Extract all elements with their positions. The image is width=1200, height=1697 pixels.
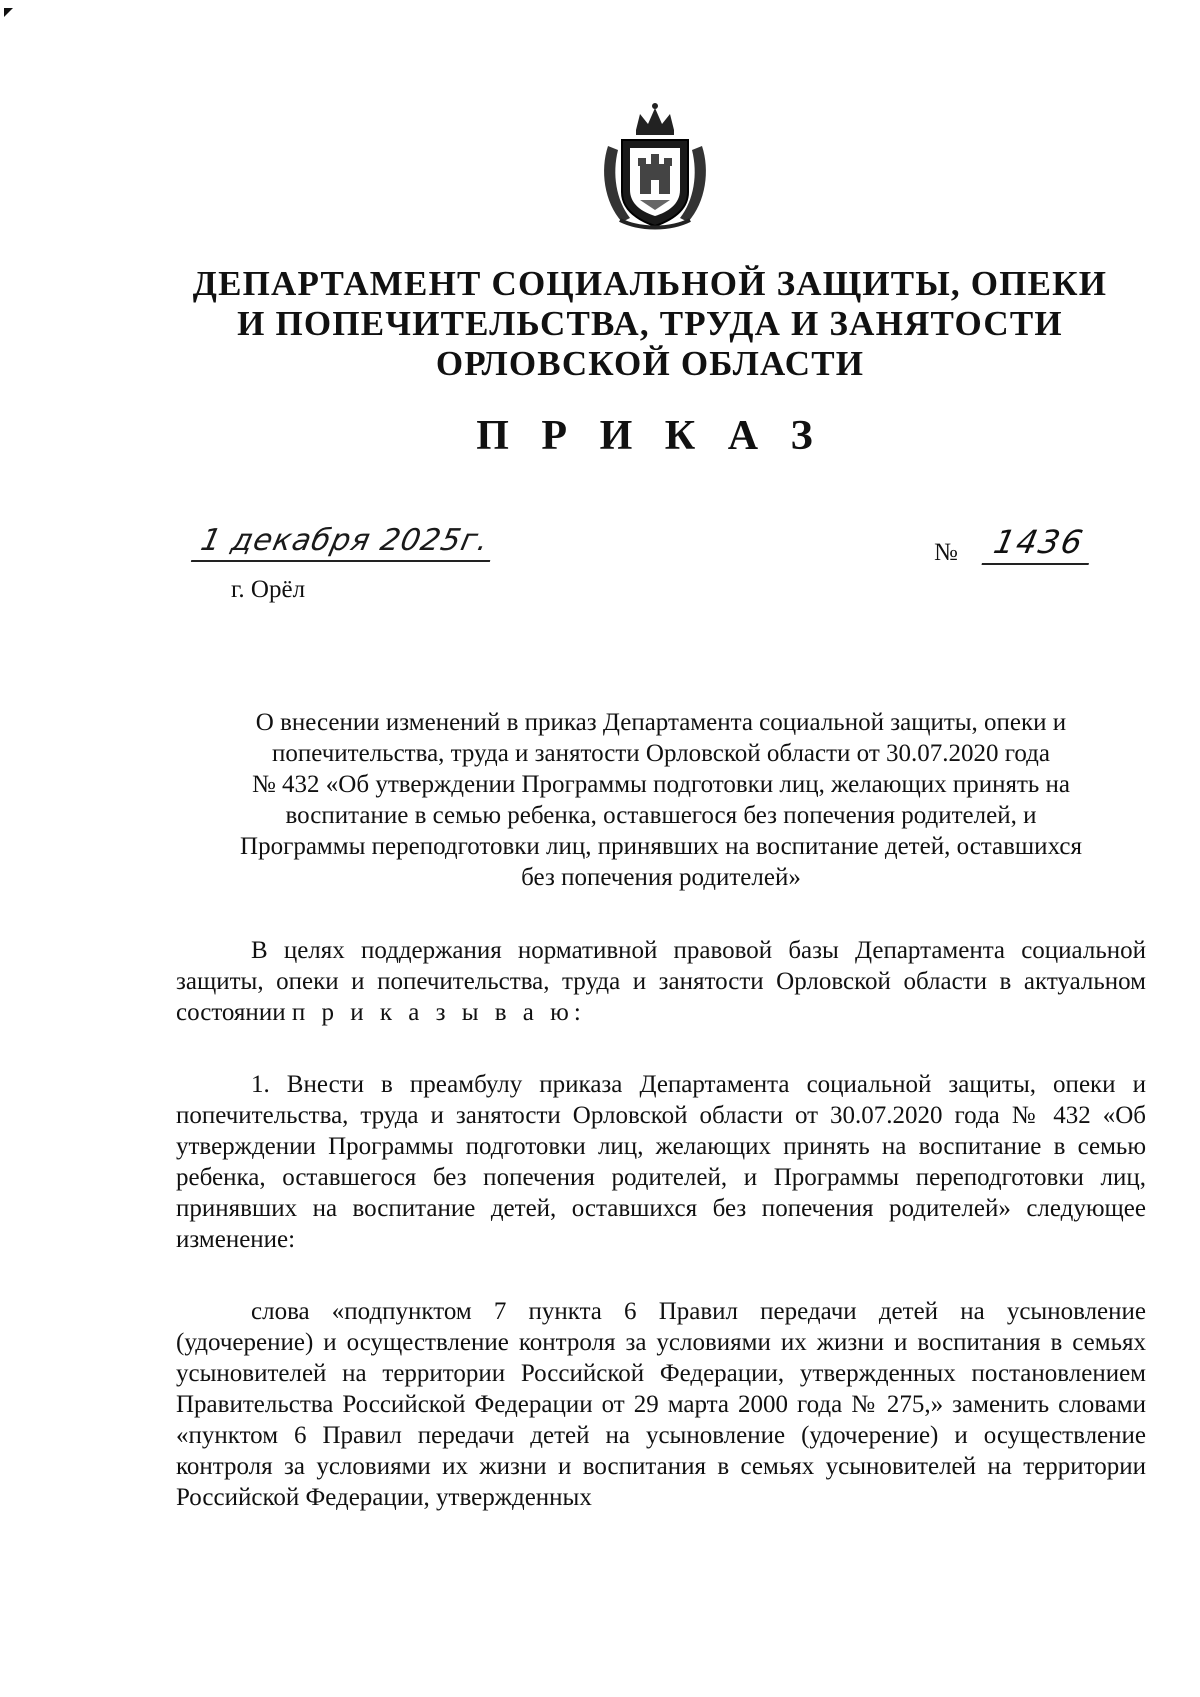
handwritten-order-number: 1436 xyxy=(982,523,1098,565)
item-1-paragraph: 1. Внести в преамбулу приказа Департамента социальной защиты, опеки и попечительства, труда и занятости Орловской области от 30.07.2020 года № 432 «Об утверждении Программы подготовки лиц, желающих принять на воспитание в семью ребенка, оставшегося без попечения родителей, и Программы переподготовки лиц, принявших на воспитание детей, оставшихся без попечения родителей» следующее изменение: xyxy=(176,1071,1146,1253)
preamble-text: В целях поддержания нормативной правовой базы Департамента социальной защиты, опеки и попечительства, труда и занятости Орловской области в актуальном состоянии xyxy=(176,937,1146,1026)
handwritten-date: 1 декабря 2025г. xyxy=(191,523,498,562)
document-type-title: П Р И К А З xyxy=(476,413,824,459)
order-word: п р и к а з ы в а ю: xyxy=(291,999,586,1026)
department-name-line-3: ОРЛОВСКОЙ ОБЛАСТИ xyxy=(435,344,865,383)
preamble-paragraph xyxy=(176,935,1146,1028)
scan-corner-mark xyxy=(4,8,13,17)
department-name-line-1: ДЕПАРТАМЕНТ СОЦИАЛЬНОЙ ЗАЩИТЫ, ОПЕКИ xyxy=(192,264,1108,303)
coat-of-arms-icon xyxy=(600,100,710,232)
item-1-change-paragraph: слова «подпунктом 7 пункта 6 Правил передачи детей на усыновление (удочерение) и осуществление контроля за условиями их жизни и воспитания в семьях усыновителей на территории Российской Федерации, утвержденных постановлением Правительства Российской Федерации от 29 марта 2000 года № 275,» заменить словами «пунктом 6 Правил передачи детей на усыновление (удочерение) и осуществление контроля за условиями их жизни и воспитания в семьях усыновителей на территории Российской Федерации, утвержденных xyxy=(176,1298,1146,1511)
number-label: № xyxy=(934,539,958,566)
document-subject: О внесении изменений в приказ Департамента социальной защиты, опеки и попечительства, труда и занятости Орловской области от 30.07.2020 года № 432 «Об утверждении Программы подготовки лиц, желающих принять на воспитание в семью ребенка, оставшегося без попечения родителей, и Программы переподготовки лиц, принявших на воспитание детей, оставшихся без попечения родителей» xyxy=(240,709,1082,891)
department-name-line-2: И ПОПЕЧИТЕЛЬСТВА, ТРУДА И ЗАНЯТОСТИ xyxy=(237,304,1063,343)
city-label: г. Орёл xyxy=(231,576,306,603)
department-header xyxy=(150,264,1150,384)
